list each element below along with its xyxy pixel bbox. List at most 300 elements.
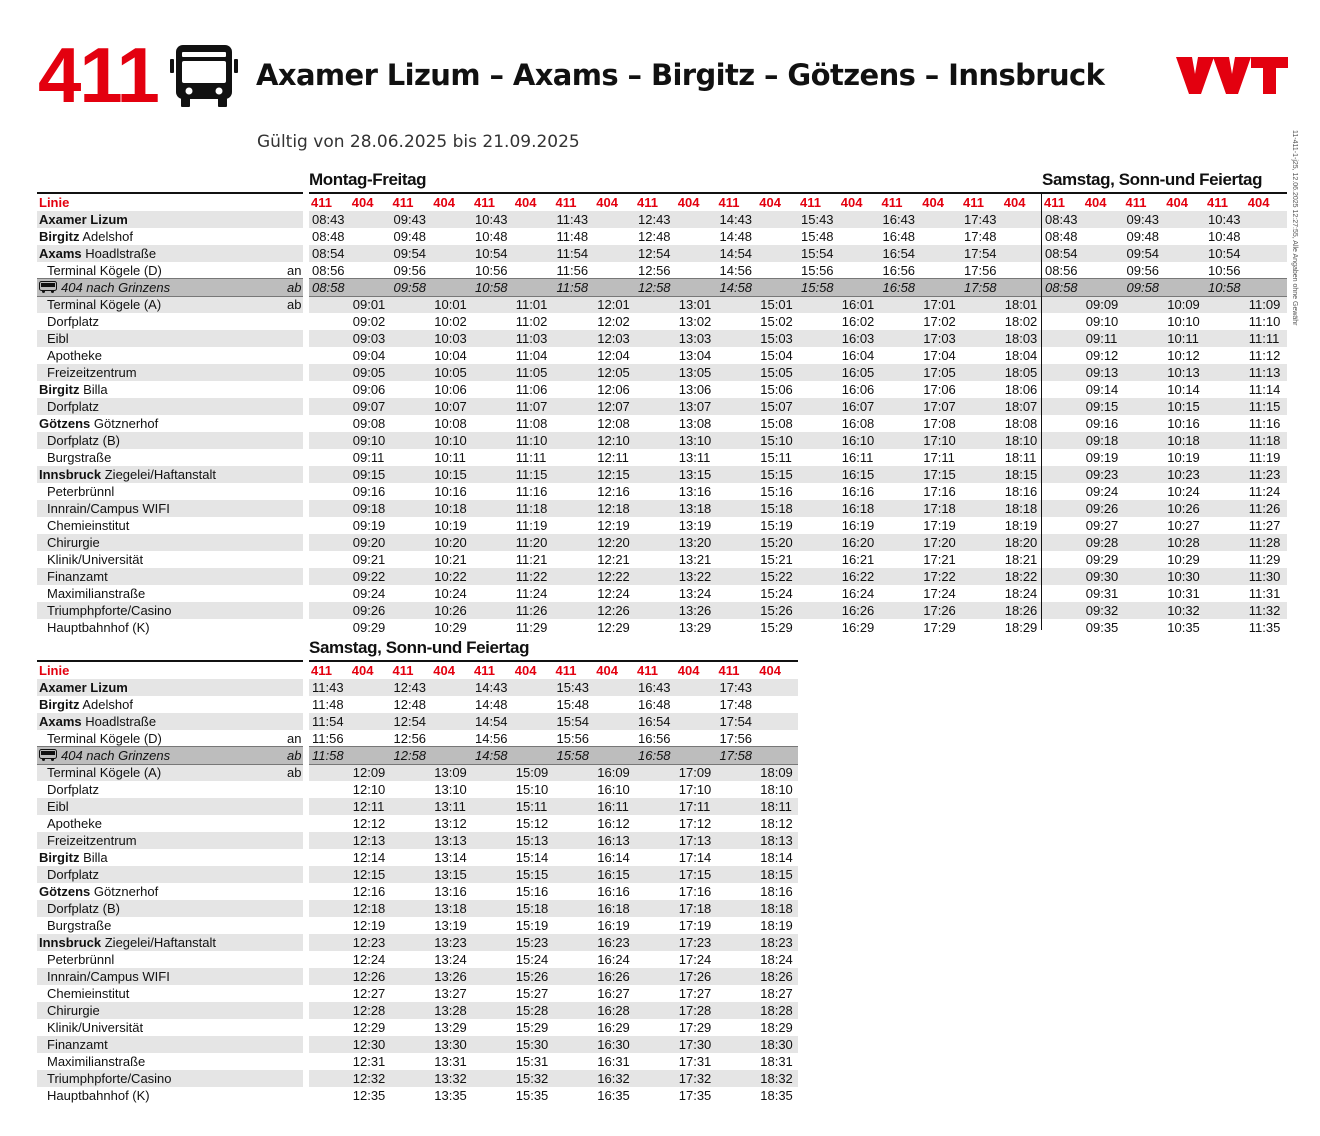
departure-time: 15:19 (515, 918, 549, 933)
departure-time: 09:54 (393, 246, 427, 261)
departure-time: 10:09 (1167, 297, 1200, 312)
stop-detail: Ziegelei/Haftanstalt (101, 935, 217, 950)
departure-time: 18:28 (760, 1003, 793, 1018)
departure-time: 09:43 (1126, 212, 1160, 227)
arrival-departure-marker: an (287, 263, 302, 278)
departure-time: 11:03 (515, 331, 548, 346)
departure-time: 13:35 (434, 1088, 467, 1103)
departure-time: 09:16 (1085, 416, 1119, 431)
stop-detail: Eibl (47, 799, 69, 814)
departure-time: 09:58 (393, 280, 427, 295)
departure-time: 13:12 (434, 816, 467, 831)
departure-time: 10:23 (1167, 467, 1200, 482)
line-number-411: 411 (392, 663, 414, 678)
stop-name (39, 500, 170, 517)
departure-time: 15:16 (515, 884, 549, 899)
departure-time: 18:21 (1004, 552, 1038, 567)
table-top-rule (37, 660, 303, 662)
departure-time: 15:48 (556, 697, 590, 712)
departure-time: 12:56 (638, 263, 671, 278)
departure-time: 16:56 (882, 263, 916, 278)
departure-time: 13:14 (434, 850, 467, 865)
departure-time: 10:26 (434, 603, 467, 618)
departure-time: 13:27 (434, 986, 467, 1001)
departure-time: 16:32 (597, 1071, 630, 1086)
line-number-411: 411 (881, 195, 903, 210)
stop-name (39, 696, 133, 713)
departure-time: 10:29 (1167, 552, 1200, 567)
departure-time: 17:16 (923, 484, 956, 499)
departure-time: 11:28 (1248, 535, 1281, 550)
route-number: 411 (38, 31, 158, 119)
departure-time: 12:10 (352, 782, 386, 797)
departure-time: 13:03 (678, 331, 712, 346)
departure-time: 10:08 (434, 416, 467, 431)
stop-detail: Innrain/Campus WIFI (47, 969, 170, 984)
departure-time: 17:01 (923, 297, 956, 312)
departure-time: 10:06 (434, 382, 467, 397)
departure-time: 14:48 (475, 697, 508, 712)
departure-time: 17:22 (923, 569, 956, 584)
stop-name (39, 262, 162, 279)
departure-time: 18:18 (760, 901, 793, 916)
departure-time: 15:04 (760, 348, 793, 363)
departure-time: 09:20 (352, 535, 386, 550)
stop-name (39, 951, 114, 968)
departure-time: 18:16 (760, 884, 793, 899)
departure-time: 16:35 (597, 1088, 630, 1103)
departure-time: 17:28 (678, 1003, 712, 1018)
departure-time: 16:01 (841, 297, 875, 312)
departure-time: 16:15 (597, 867, 630, 882)
stop-detail: Triumphpforte/Casino (47, 603, 172, 618)
departure-time: 12:35 (352, 1088, 386, 1103)
stop-place: Birgitz (39, 850, 80, 865)
bus-icon (39, 748, 61, 763)
stop-name (39, 568, 108, 585)
departure-time: 13:16 (678, 484, 712, 499)
departure-time: 12:02 (597, 314, 630, 329)
departure-time: 11:15 (1248, 399, 1281, 414)
departure-time: 17:16 (678, 884, 712, 899)
stop-detail: Finanzamt (47, 1037, 108, 1052)
departure-time: 15:16 (760, 484, 793, 499)
departure-time: 09:27 (1085, 518, 1119, 533)
stop-detail: Dorfplatz (47, 399, 100, 414)
stop-name (39, 900, 120, 917)
departure-time: 15:19 (760, 518, 793, 533)
departure-time: 14:48 (719, 229, 753, 244)
departure-time: 18:09 (760, 765, 793, 780)
line-number-411: 411 (311, 195, 332, 210)
arrival-departure-marker: ab (287, 297, 302, 312)
departure-time: 16:02 (841, 314, 875, 329)
departure-time: 09:11 (1085, 331, 1118, 346)
departure-time: 12:23 (352, 935, 386, 950)
weekend-header-2: Samstag, Sonn-und Feiertag (309, 638, 530, 657)
stop-detail: Klinik/Universität (47, 552, 144, 567)
line-number-404: 404 (759, 195, 781, 210)
departure-time: 11:13 (1248, 365, 1281, 380)
departure-time: 17:48 (964, 229, 997, 244)
departure-time: 12:01 (597, 297, 630, 312)
departure-time: 16:30 (597, 1037, 630, 1052)
departure-time: 13:19 (678, 518, 712, 533)
departure-time: 16:26 (841, 603, 875, 618)
departure-time: 13:21 (678, 552, 712, 567)
line-number-404: 404 (596, 195, 618, 210)
departure-time: 11:05 (515, 365, 548, 380)
departure-time: 17:04 (923, 348, 956, 363)
departure-time: 16:05 (841, 365, 875, 380)
departure-time: 11:10 (1248, 314, 1281, 329)
departure-time: 11:23 (1248, 467, 1281, 482)
departure-time: 17:58 (719, 748, 753, 763)
stop-name (39, 1053, 145, 1070)
departure-time: 14:56 (475, 731, 508, 746)
stop-name (39, 679, 128, 696)
stop-name (39, 1087, 150, 1104)
departure-time: 18:05 (1004, 365, 1038, 380)
departure-time: 10:15 (1167, 399, 1200, 414)
departure-time: 12:16 (597, 484, 630, 499)
departure-time: 09:03 (352, 331, 386, 346)
departure-time: 16:58 (638, 748, 671, 763)
departure-time: 09:21 (352, 552, 386, 567)
departure-time: 09:08 (352, 416, 386, 431)
departure-time: 12:54 (638, 246, 671, 261)
stop-detail: Chemieinstitut (47, 518, 130, 533)
line-number-411: 411 (1044, 195, 1065, 210)
line-number-404: 404 (433, 195, 455, 210)
stop-place: Birgitz (39, 382, 80, 397)
departure-time: 09:56 (1126, 263, 1160, 278)
stop-detail: Terminal Kögele (A) (47, 765, 162, 780)
stop-name (39, 415, 158, 432)
departure-time: 17:19 (923, 518, 956, 533)
departure-time: 17:26 (678, 969, 712, 984)
line-number-404: 404 (840, 195, 863, 210)
departure-time: 11:35 (1248, 620, 1281, 635)
stop-detail: Dorfplatz (B) (47, 901, 120, 916)
stop-name (39, 798, 69, 815)
departure-time: 10:43 (475, 212, 508, 227)
linie-label: Linie (39, 663, 70, 678)
departure-time: 13:18 (434, 901, 467, 916)
departure-time: 10:12 (1167, 348, 1200, 363)
departure-time: 17:10 (678, 782, 712, 797)
departure-time: 12:06 (597, 382, 630, 397)
stop-name (39, 730, 162, 747)
departure-time: 12:04 (597, 348, 630, 363)
departure-time: 11:56 (556, 263, 589, 278)
stop-name (39, 934, 216, 951)
departure-time: 16:16 (597, 884, 630, 899)
departure-time: 11:31 (1248, 586, 1281, 601)
departure-time: 16:29 (841, 620, 875, 635)
departure-time: 11:11 (515, 450, 547, 465)
line-number-404: 404 (514, 663, 537, 678)
departure-time: 15:11 (760, 450, 792, 465)
departure-time: 12:15 (597, 467, 630, 482)
departure-time: 16:14 (597, 850, 630, 865)
departure-time: 13:23 (434, 935, 467, 950)
departure-time: 17:18 (923, 501, 956, 516)
departure-time: 12:58 (393, 748, 427, 763)
departure-time: 18:35 (760, 1088, 793, 1103)
stop-name (39, 1070, 172, 1087)
departure-time: 15:18 (515, 901, 549, 916)
departure-time: 09:54 (1126, 246, 1160, 261)
departure-time: 10:24 (1167, 484, 1200, 499)
departure-time: 15:26 (515, 969, 549, 984)
departure-time: 15:27 (515, 986, 549, 1001)
departure-time: 15:15 (760, 467, 793, 482)
departure-time: 12:08 (597, 416, 630, 431)
stop-detail: 404 nach Grinzens (61, 280, 171, 295)
departure-time: 12:03 (597, 331, 630, 346)
departure-time: 11:43 (312, 680, 344, 695)
departure-time: 18:26 (1004, 603, 1038, 618)
stop-detail: Dorfplatz (47, 867, 100, 882)
departure-time: 10:02 (434, 314, 467, 329)
stop-detail: Peterbrünnl (47, 952, 115, 967)
departure-time: 15:06 (760, 382, 793, 397)
departure-time: 13:26 (434, 969, 467, 984)
stop-detail: Dorfplatz (47, 314, 100, 329)
departure-time: 16:19 (841, 518, 875, 533)
departure-time: 08:58 (1045, 280, 1078, 295)
departure-time: 11:24 (515, 586, 548, 601)
departure-time: 18:22 (1004, 569, 1038, 584)
line-number-404: 404 (677, 663, 700, 678)
departure-time: 09:09 (1085, 297, 1119, 312)
departure-time: 11:56 (312, 731, 344, 746)
departure-time: 09:02 (352, 314, 386, 329)
departure-time: 13:15 (434, 867, 467, 882)
stop-place: Götzens (39, 416, 91, 431)
departure-time: 17:29 (678, 1020, 712, 1035)
departure-time: 09:26 (1085, 501, 1119, 516)
line-number-404: 404 (433, 663, 455, 678)
stop-name (39, 551, 143, 568)
stop-name (39, 381, 108, 398)
departure-time: 16:28 (597, 1003, 630, 1018)
stop-name (39, 398, 99, 415)
departure-time: 16:54 (638, 714, 671, 729)
line-number-404: 404 (1166, 195, 1188, 210)
departure-time: 09:43 (393, 212, 427, 227)
departure-time: 13:31 (434, 1054, 467, 1069)
departure-time: 16:21 (841, 552, 875, 567)
stop-detail: Triumphpforte/Casino (47, 1071, 172, 1086)
line-number-411: 411 (637, 663, 658, 678)
departure-time: 13:15 (678, 467, 712, 482)
departure-time: 11:48 (312, 697, 344, 712)
departure-time: 09:10 (1085, 314, 1119, 329)
stop-name (39, 330, 69, 347)
departure-time: 15:29 (760, 620, 793, 635)
departure-time: 18:13 (760, 833, 793, 848)
departure-time: 10:35 (1167, 620, 1200, 635)
departure-time: 17:09 (678, 765, 712, 780)
departure-time: 15:54 (556, 714, 590, 729)
departure-time: 11:02 (515, 314, 548, 329)
departure-time: 14:56 (719, 263, 753, 278)
departure-time: 11:22 (515, 569, 548, 584)
stop-name (39, 764, 161, 781)
departure-time: 16:11 (841, 450, 874, 465)
departure-time: 13:29 (678, 620, 712, 635)
departure-time: 17:54 (964, 246, 997, 261)
departure-time: 11:18 (515, 501, 548, 516)
departure-time: 09:35 (1085, 620, 1119, 635)
departure-time: 10:56 (1208, 263, 1241, 278)
departure-time: 09:28 (1085, 535, 1119, 550)
row-background (37, 798, 303, 815)
departure-time: 09:56 (393, 263, 427, 278)
stop-detail: Adelshof (79, 697, 133, 712)
departure-time: 09:16 (352, 484, 386, 499)
departure-time: 13:20 (678, 535, 712, 550)
departure-time: 08:54 (1045, 246, 1078, 261)
departure-time: 17:27 (678, 986, 712, 1001)
stop-name (39, 245, 156, 262)
departure-time: 12:43 (638, 212, 671, 227)
departure-time: 09:48 (1126, 229, 1160, 244)
line-number-411: 411 (474, 195, 495, 210)
stop-detail: Chemieinstitut (47, 986, 130, 1001)
stop-detail: Hauptbahnhof (K) (47, 1088, 150, 1103)
departure-time: 08:43 (1045, 212, 1078, 227)
departure-time: 18:20 (1004, 535, 1038, 550)
departure-time: 12:12 (352, 816, 386, 831)
stop-detail: Finanzamt (47, 569, 108, 584)
stop-name (39, 313, 99, 330)
departure-time: 15:14 (515, 850, 549, 865)
departure-time: 15:24 (515, 952, 549, 967)
departure-time: 11:29 (1248, 552, 1281, 567)
stop-name (39, 968, 170, 985)
departure-time: 18:08 (1004, 416, 1038, 431)
departure-time: 11:16 (1248, 416, 1281, 431)
stop-name (39, 713, 156, 730)
stop-name (39, 1002, 100, 1019)
departure-time: 12:48 (638, 229, 671, 244)
departure-time: 18:18 (1004, 501, 1038, 516)
arrival-departure-marker: ab (287, 765, 302, 780)
stop-detail: Billa (79, 382, 108, 397)
line-number-404: 404 (677, 195, 700, 210)
departure-time: 18:23 (760, 935, 793, 950)
departure-time: 10:27 (1167, 518, 1200, 533)
stop-name (39, 364, 137, 381)
departure-time: 18:12 (760, 816, 793, 831)
departure-time: 10:24 (434, 586, 467, 601)
departure-time: 15:58 (556, 748, 590, 763)
departure-time: 15:13 (515, 833, 549, 848)
stop-detail: Klinik/Universität (47, 1020, 144, 1035)
departure-time: 10:05 (434, 365, 467, 380)
departure-time: 15:18 (760, 501, 793, 516)
stop-place: Innsbruck (39, 935, 102, 950)
departure-time: 12:05 (597, 365, 630, 380)
stop-name (39, 585, 145, 602)
departure-time: 09:07 (352, 399, 386, 414)
stop-name (39, 849, 108, 866)
departure-time: 15:48 (801, 229, 834, 244)
stop-name (39, 466, 216, 483)
stop-detail: Dorfplatz (B) (47, 433, 120, 448)
departure-time: 10:03 (434, 331, 467, 346)
departure-time: 10:11 (1167, 331, 1199, 346)
departure-time: 18:03 (1004, 331, 1038, 346)
departure-time: 18:10 (760, 782, 793, 797)
line-number-411: 411 (1125, 195, 1147, 210)
departure-time: 17:02 (923, 314, 956, 329)
departure-time: 13:05 (678, 365, 712, 380)
departure-time: 17:19 (678, 918, 712, 933)
departure-time: 11:54 (556, 246, 589, 261)
line-number-404: 404 (351, 195, 374, 210)
stop-detail: Ziegelei/Haftanstalt (101, 467, 217, 482)
departure-time: 09:11 (352, 450, 385, 465)
departure-time: 10:13 (1167, 365, 1200, 380)
stop-name (39, 347, 102, 364)
departure-time: 15:58 (801, 280, 834, 295)
stop-detail: Hauptbahnhof (K) (47, 620, 150, 635)
departure-time: 18:30 (760, 1037, 793, 1052)
departure-time: 17:43 (964, 212, 997, 227)
departure-time: 15:32 (515, 1071, 549, 1086)
departure-time: 10:56 (475, 263, 508, 278)
departure-time: 16:06 (841, 382, 875, 397)
departure-time: 12:48 (393, 697, 427, 712)
departure-time: 14:58 (475, 748, 508, 763)
row-rule (37, 746, 303, 747)
departure-time: 17:03 (923, 331, 956, 346)
departure-time: 09:29 (1085, 552, 1119, 567)
departure-time: 13:22 (678, 569, 712, 584)
departure-time: 11:20 (515, 535, 548, 550)
stop-name (39, 883, 158, 900)
departure-time: 12:28 (352, 1003, 386, 1018)
departure-time: 12:24 (352, 952, 386, 967)
departure-time: 12:29 (352, 1020, 386, 1035)
departure-time: 14:58 (719, 280, 753, 295)
departure-time: 17:07 (923, 399, 956, 414)
stop-name (39, 534, 100, 551)
stop-detail: Burgstraße (47, 918, 112, 933)
departure-time: 17:06 (923, 382, 956, 397)
bus-icon (170, 43, 240, 109)
line-number-411: 411 (392, 195, 414, 210)
departure-time: 09:22 (352, 569, 386, 584)
departure-time: 16:10 (841, 433, 875, 448)
departure-time: 15:21 (760, 552, 793, 567)
departure-time: 16:04 (841, 348, 875, 363)
departure-time: 09:15 (1085, 399, 1119, 414)
departure-time: 16:56 (638, 731, 671, 746)
departure-time: 15:43 (801, 212, 834, 227)
stop-name (39, 211, 128, 228)
departure-time: 09:19 (352, 518, 386, 533)
departure-time: 11:12 (1248, 348, 1281, 363)
departure-time: 16:31 (597, 1054, 630, 1069)
stop-name (39, 815, 102, 832)
departure-time: 13:24 (434, 952, 467, 967)
departure-time: 11:21 (515, 552, 548, 567)
